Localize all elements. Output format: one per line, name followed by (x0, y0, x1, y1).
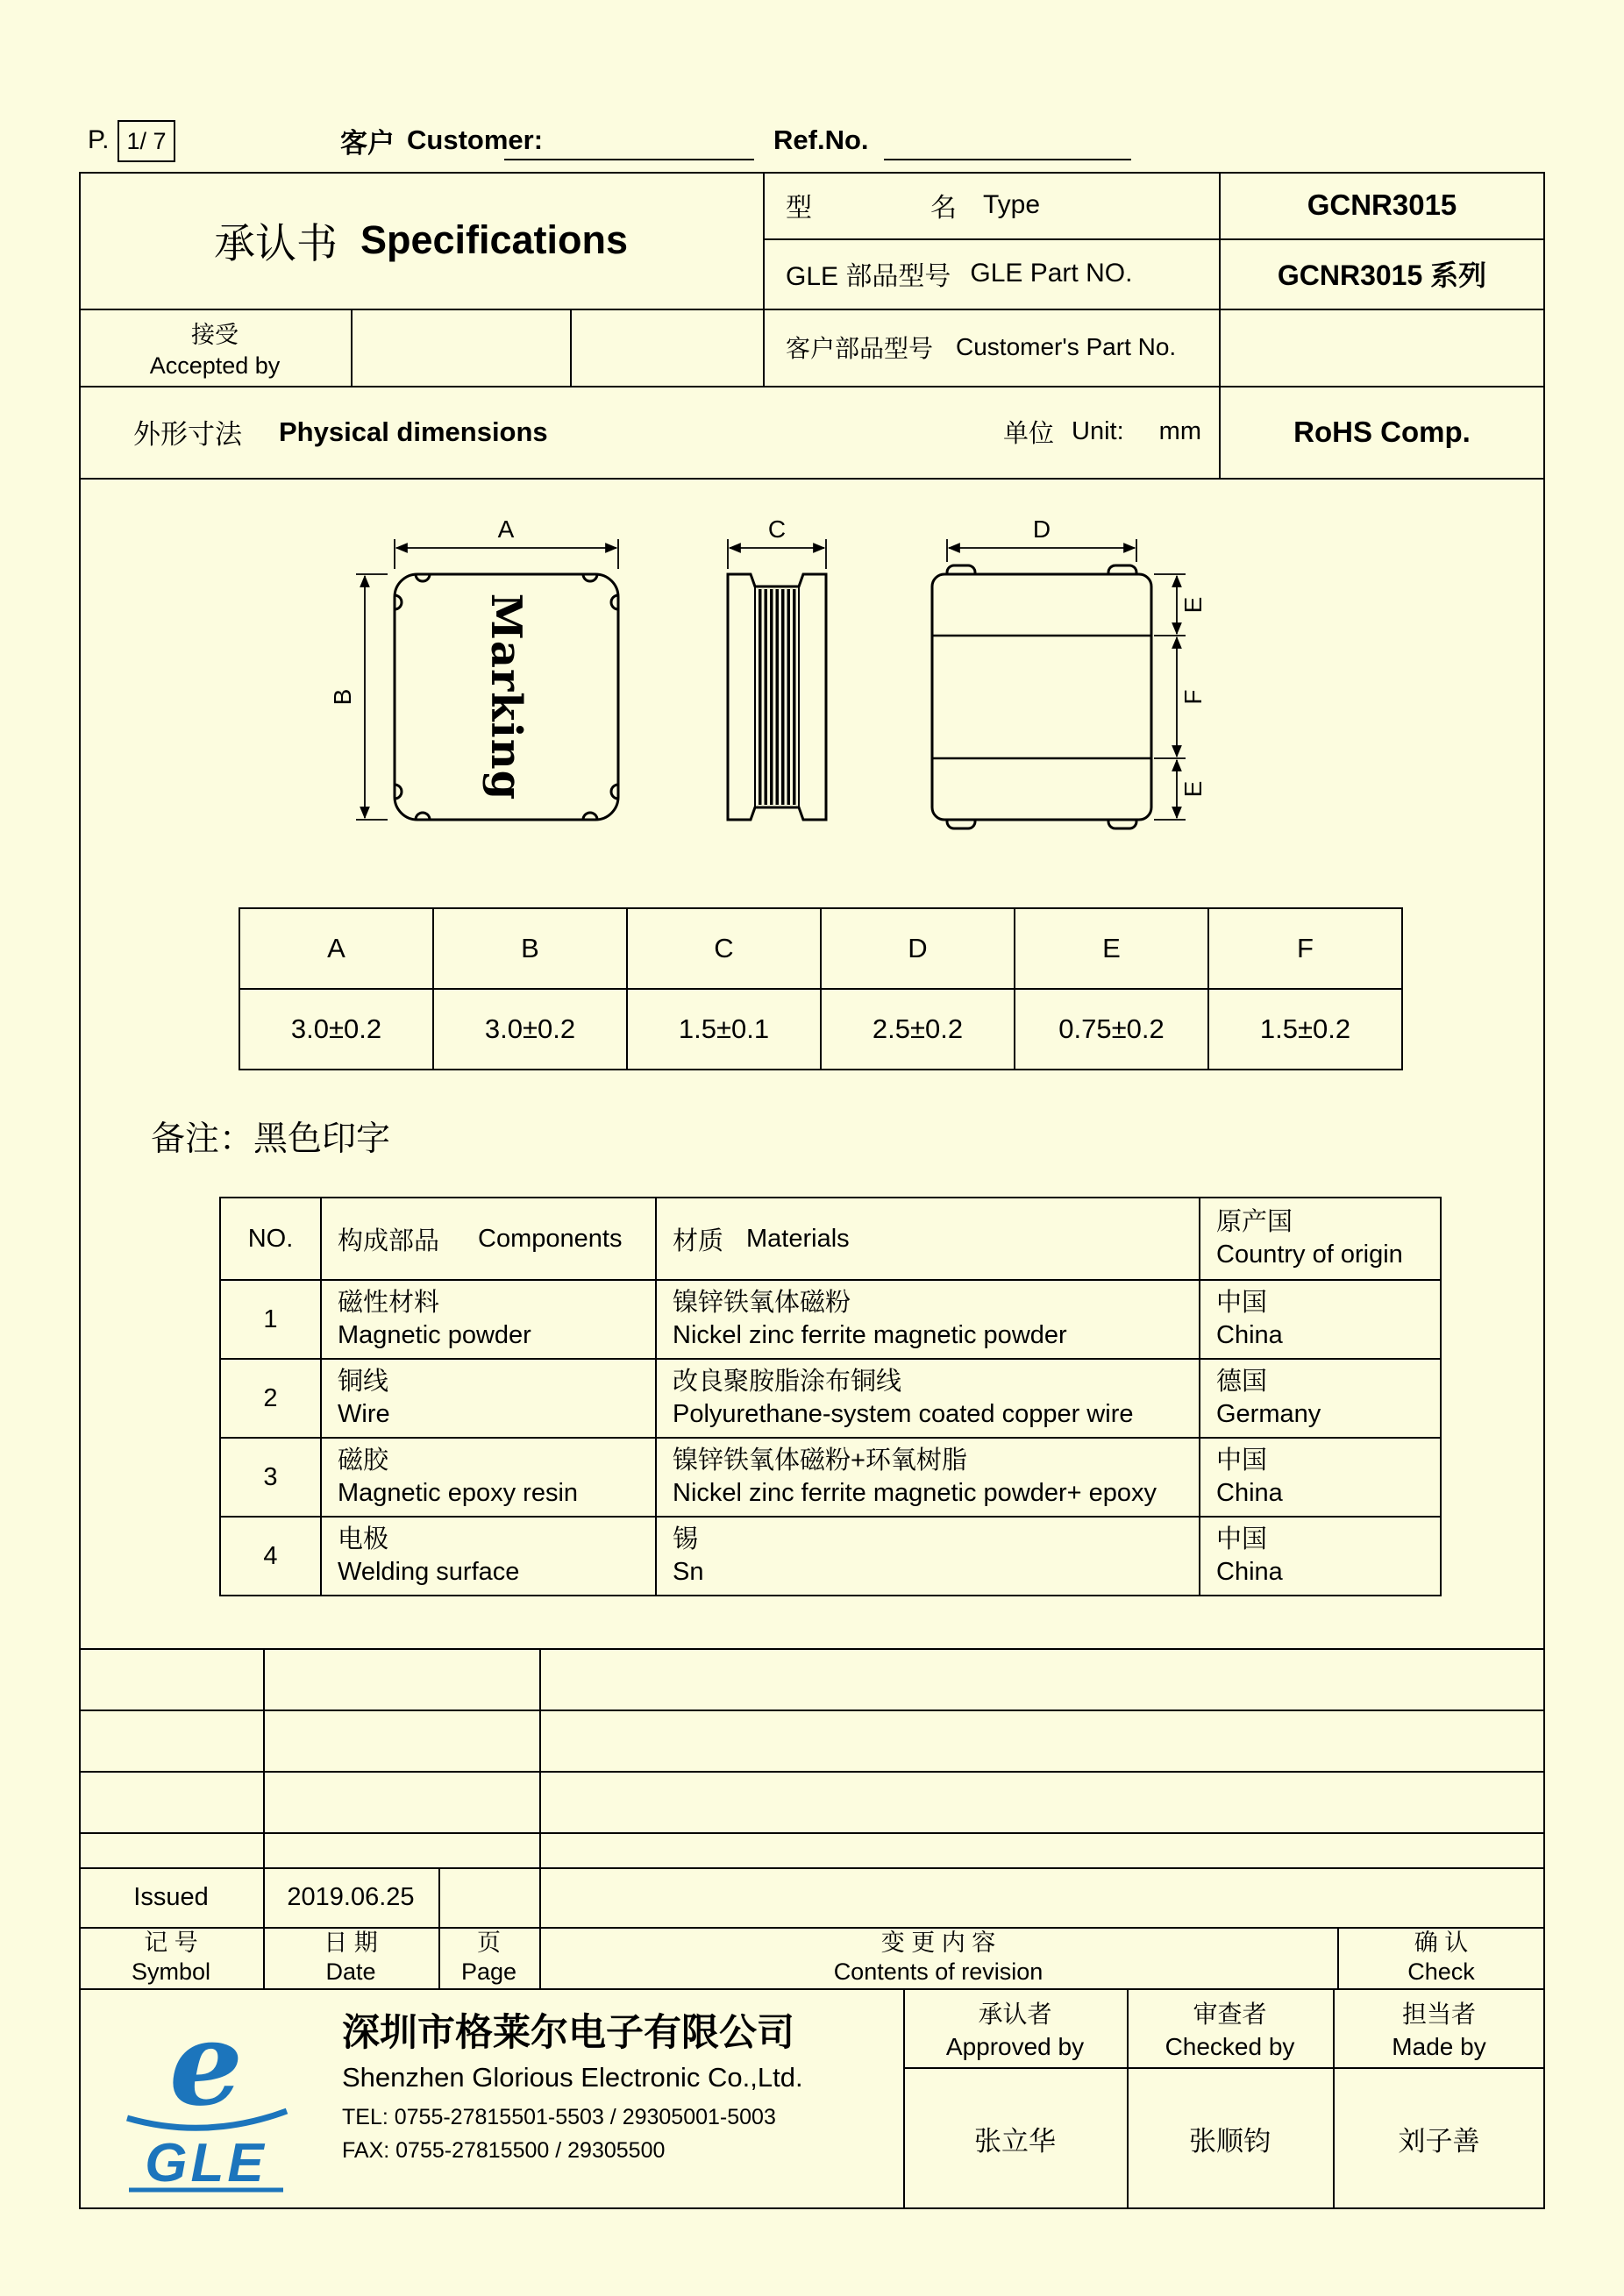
accepted-by-en: Accepted by (149, 352, 281, 379)
component-row (220, 1359, 1441, 1438)
origin-en: China (1216, 1479, 1283, 1507)
component-cell (321, 1280, 656, 1359)
dimension-table (239, 907, 1403, 1070)
component-row (220, 1517, 1441, 1596)
dim-value: 0.75±0.2 (1015, 989, 1208, 1070)
symbol-en: Symbol (131, 1958, 211, 1985)
contents-en: Contents of revision (833, 1958, 1043, 1985)
type-value: GCNR3015 (1307, 188, 1457, 221)
dim-b-label: B (329, 688, 356, 706)
rohs-badge: RoHS Comp. (1293, 415, 1471, 448)
components-header-row (220, 1198, 1441, 1280)
origin-cell (1200, 1359, 1441, 1438)
component-en: Magnetic epoxy resin (338, 1479, 579, 1507)
component-en: Magnetic powder (338, 1321, 531, 1349)
origin-cn: 中国 (1216, 1525, 1268, 1553)
component-cn: 铜线 (338, 1368, 389, 1396)
page-cn: 页 (477, 1930, 501, 1956)
side-view-hatch (759, 589, 796, 805)
type-label-cn1: 型 (786, 194, 812, 223)
page-header (440, 1929, 538, 1987)
issued-label: Issued (133, 1882, 209, 1911)
dim-value: 2.5±0.2 (821, 989, 1015, 1070)
header-components-cn: 构成部品 (338, 1226, 440, 1255)
dim-header: A (239, 908, 433, 989)
grid-line (79, 1771, 1545, 1773)
unit-cn: 单位 (1003, 420, 1055, 448)
unit-value: mm (1158, 417, 1201, 445)
dimension-table-value-row (239, 989, 1402, 1070)
date-en: Date (325, 1958, 376, 1985)
symbol-header (81, 1929, 261, 1987)
dim-header: D (821, 908, 1015, 989)
material-cell (656, 1517, 1200, 1596)
origin-cn: 中国 (1216, 1447, 1268, 1475)
physical-dimensions-en: Physical dimensions (279, 416, 548, 447)
component-en: Wire (338, 1400, 390, 1428)
origin-cell (1200, 1517, 1441, 1596)
grid-line (351, 309, 353, 387)
gle-part-label-en: GLE Part NO. (970, 259, 1133, 288)
check-en: Check (1407, 1958, 1475, 1985)
material-cell (656, 1438, 1200, 1517)
components-table (219, 1197, 1442, 1596)
component-cn: 磁性材料 (338, 1289, 440, 1317)
company-fax: FAX: 0755-27815500 / 29305500 (342, 2137, 666, 2163)
origin-cell (1200, 1438, 1441, 1517)
company-logo (101, 2001, 311, 2200)
origin-cn: 中国 (1216, 1289, 1268, 1317)
dim-value: 1.5±0.1 (627, 989, 821, 1070)
material-cell (656, 1359, 1200, 1438)
remark-note: 备注：黑色印字 (151, 1120, 391, 1158)
company-name-cn: 深圳市格莱尔电子有限公司 (342, 2011, 794, 2054)
material-en: Nickel zinc ferrite magnetic powder+ epoxy (673, 1479, 1157, 1507)
dim-header: F (1208, 908, 1402, 989)
type-label-cn2: 名 (930, 194, 957, 223)
header-no: NO. (220, 1198, 321, 1280)
dim-value: 3.0±0.2 (239, 989, 433, 1070)
component-cell (321, 1517, 656, 1596)
dim-f-label: F (1179, 689, 1207, 705)
component-cell (321, 1438, 656, 1517)
made-by-en: Made by (1392, 2032, 1486, 2060)
dim-header: E (1015, 908, 1208, 989)
page-label: P. (88, 125, 110, 154)
dim-value: 3.0±0.2 (433, 989, 627, 1070)
type-label (786, 174, 1215, 237)
logo-text: GLE (145, 2133, 267, 2193)
physical-dimensions-cn: 外形寸法 (133, 419, 242, 450)
component-cn: 电极 (338, 1525, 389, 1553)
component-cell (321, 1359, 656, 1438)
grid-line (79, 1648, 1545, 1650)
header-origin (1200, 1198, 1441, 1280)
header-components-en: Components (478, 1224, 623, 1253)
marking-text: Marking (481, 593, 531, 801)
material-en: Nickel zinc ferrite magnetic powder (673, 1321, 1067, 1349)
row-no: 1 (220, 1280, 321, 1359)
material-cn: 镍锌铁氧体磁粉+环氧树脂 (673, 1447, 967, 1475)
checked-by-name: 张顺钧 (1189, 2125, 1271, 2157)
ref-no-blank-line (884, 159, 1131, 160)
origin-en: Germany (1216, 1400, 1321, 1428)
gle-part-label-cn: GLE 部品型号 (786, 262, 951, 291)
checked-by-header (1129, 1990, 1331, 2065)
header-origin-cn: 原产国 (1216, 1208, 1293, 1236)
dim-a-label: A (497, 515, 515, 543)
company-name-en: Shenzhen Glorious Electronic Co.,Ltd. (342, 2062, 803, 2093)
material-en: Sn (673, 1558, 704, 1586)
made-by-name: 刘子善 (1398, 2125, 1480, 2157)
approved-by-cn: 承认者 (978, 2000, 1052, 2028)
checked-by-cn: 审查者 (1193, 2000, 1267, 2028)
customer-part-en: Customer's Part No. (956, 333, 1177, 360)
made-by-header (1335, 1990, 1543, 2065)
date-cn: 日 期 (324, 1930, 378, 1956)
customer-field (340, 121, 543, 160)
material-cn: 改良聚胺脂涂布铜线 (673, 1368, 902, 1396)
row-no: 4 (220, 1517, 321, 1596)
gle-part-label (786, 240, 1215, 307)
origin-cn: 德国 (1216, 1368, 1268, 1396)
header-origin-en: Country of origin (1216, 1240, 1403, 1269)
check-header (1339, 1929, 1543, 1987)
material-en: Polyurethane-system coated copper wire (673, 1400, 1134, 1428)
dim-header: C (627, 908, 821, 989)
spec-title-en: Specifications (360, 217, 629, 262)
made-by-cn: 担当者 (1401, 2000, 1476, 2028)
customer-label-cn: 客户 (340, 127, 395, 159)
component-row (220, 1280, 1441, 1359)
approved-by-name: 张立华 (974, 2125, 1056, 2157)
origin-cell (1200, 1280, 1441, 1359)
unit-en: Unit: (1072, 417, 1124, 445)
customer-label-en: Customer: (407, 124, 544, 155)
row-no: 3 (220, 1438, 321, 1517)
page-number-box: 1/ 7 (118, 120, 175, 162)
checked-by-en: Checked by (1165, 2032, 1295, 2060)
component-row (220, 1438, 1441, 1517)
grid-line (763, 172, 765, 387)
technical-drawing (79, 478, 1545, 907)
header-components (321, 1198, 656, 1280)
logo-e-glyph: e (169, 2001, 243, 2132)
accepted-by-cn: 接受 (191, 321, 239, 348)
material-cn: 锡 (673, 1525, 699, 1553)
dim-header: B (433, 908, 627, 989)
header-materials-cn: 材质 (673, 1226, 724, 1255)
symbol-cn: 记 号 (144, 1930, 198, 1956)
page-en: Page (460, 1958, 517, 1985)
gle-part-value: GCNR3015 系列 (1277, 259, 1487, 291)
unit-label (912, 387, 1201, 476)
grid-line (79, 1832, 1545, 1834)
frame-bottom-line (79, 2207, 1545, 2209)
physical-dimensions-label (133, 387, 765, 476)
dimension-table-header-row (239, 908, 1402, 989)
origin-en: China (1216, 1321, 1283, 1349)
row-no: 2 (220, 1359, 321, 1438)
customer-part-label (786, 310, 1215, 384)
contents-cn: 变 更 内 容 (880, 1930, 996, 1956)
component-cn: 磁胶 (338, 1447, 389, 1475)
material-cn: 镍锌铁氧体磁粉 (673, 1289, 851, 1317)
customer-blank-line (504, 159, 754, 160)
spec-title-cn: 承认书 (213, 219, 338, 267)
date-header (265, 1929, 437, 1987)
dim-e-top-label: E (1179, 596, 1207, 614)
customer-part-cn: 客户部品型号 (786, 335, 934, 362)
contents-header (541, 1929, 1336, 1987)
grid-line (79, 1710, 1545, 1711)
accepted-by-label (81, 310, 349, 384)
header-materials (656, 1198, 1200, 1280)
type-label-en: Type (983, 190, 1041, 219)
company-tel: TEL: 0755-27815501-5503 / 29305001-5003 (342, 2104, 776, 2129)
component-en: Welding surface (338, 1558, 520, 1586)
approved-by-en: Approved by (945, 2032, 1085, 2060)
header-materials-en: Materials (746, 1224, 850, 1253)
grid-line (570, 309, 572, 387)
back-view-outline (932, 565, 1151, 828)
check-cn: 确 认 (1414, 1930, 1469, 1956)
ref-no-label: Ref.No. (773, 124, 869, 155)
issued-date: 2019.06.25 (287, 1882, 415, 1911)
spec-title (81, 174, 761, 307)
approved-by-header (905, 1990, 1125, 2065)
dim-c-label: C (767, 515, 787, 543)
origin-en: China (1216, 1558, 1283, 1586)
dim-e-bottom-label: E (1179, 780, 1207, 798)
dim-d-label: D (1032, 515, 1051, 543)
dim-value: 1.5±0.2 (1208, 989, 1402, 1070)
material-cell (656, 1280, 1200, 1359)
